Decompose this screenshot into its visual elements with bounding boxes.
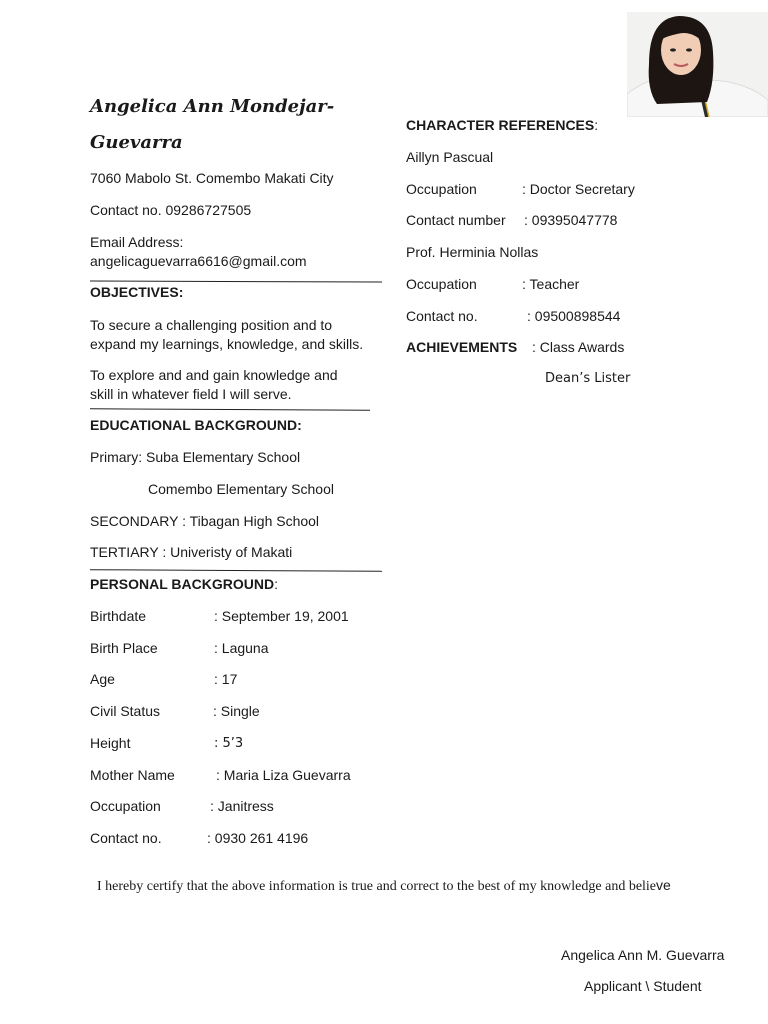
personal-label: Height [90,735,131,751]
contact-number: Contact no. 09286727505 [90,202,252,218]
objective-2: To explore and and gain knowledge and skill in whatever field I will serve. [90,367,338,402]
personal-value: : 5’3 [214,736,244,751]
education-tertiary: TERTIARY : Univeristy of Makati [90,544,293,560]
personal-value: : Single [213,703,260,719]
achievement-2: Dean’s Lister [545,371,631,386]
reference-1-occupation-label: Occupation [406,181,477,197]
personal-heading: PERSONAL BACKGROUND: [90,576,278,592]
reference-2-name: Prof. Herminia Nollas [406,244,539,260]
personal-value: : 0930 261 4196 [207,830,309,846]
reference-1-contact: : 09395047778 [524,212,618,228]
divider [90,569,382,572]
personal-label: Birth Place [90,640,158,656]
reference-2-occupation-label: Occupation [406,276,477,292]
education-heading: EDUCATIONAL BACKGROUND: [90,417,302,433]
applicant-name-line2: Guevarra [90,132,183,153]
personal-label: Mother Name [90,767,175,783]
applicant-photo [627,12,768,117]
objective-1: To secure a challenging position and to expand my learnings, knowledge, and skills. [90,317,364,352]
reference-1-contact-label: Contact number [406,212,506,228]
personal-label: Birthdate [90,608,147,624]
address: 7060 Mabolo St. Comembo Makati City [90,170,334,186]
email-address: angelicaguevarra6616@gmail.com [90,253,307,269]
achievement-1: : Class Awards [532,339,625,355]
email-label: Email Address: [90,234,184,250]
applicant-name-line1: Angelica Ann Mondejar- [90,96,335,117]
education-primary: Primary: Suba Elementary School [90,449,301,465]
divider [90,280,382,282]
personal-value: : 17 [214,671,238,687]
personal-value: : Laguna [214,640,269,656]
personal-label: Contact no. [90,830,162,846]
signature-title: Applicant \ Student [584,978,702,994]
objectives-heading: OBJECTIVES: [90,284,184,300]
personal-value: : Janitress [210,798,274,814]
education-secondary: SECONDARY : Tibagan High School [90,513,320,529]
education-primary-2: Comembo Elementary School [148,481,334,497]
personal-label: Civil Status [90,703,161,719]
reference-2-contact-label: Contact no. [406,308,478,324]
reference-2-occupation: : Teacher [522,276,580,292]
personal-label: Age [90,671,115,687]
achievements-heading: ACHIEVEMENTS [406,339,518,355]
reference-2-contact: : 09500898544 [527,308,621,324]
references-heading: CHARACTER REFERENCES: [406,117,599,133]
divider [90,408,370,410]
personal-value: : Maria Liza Guevarra [216,767,351,783]
personal-label: Occupation [90,798,161,814]
certification-statement: I hereby certify that the above information is true and correct to the best of my knowledge and believe [97,877,671,894]
reference-1-name: Aillyn Pascual [406,149,494,165]
personal-value: : September 19, 2001 [214,608,349,624]
reference-1-occupation: : Doctor Secretary [522,181,635,197]
signature-name: Angelica Ann M. Guevarra [561,947,725,963]
